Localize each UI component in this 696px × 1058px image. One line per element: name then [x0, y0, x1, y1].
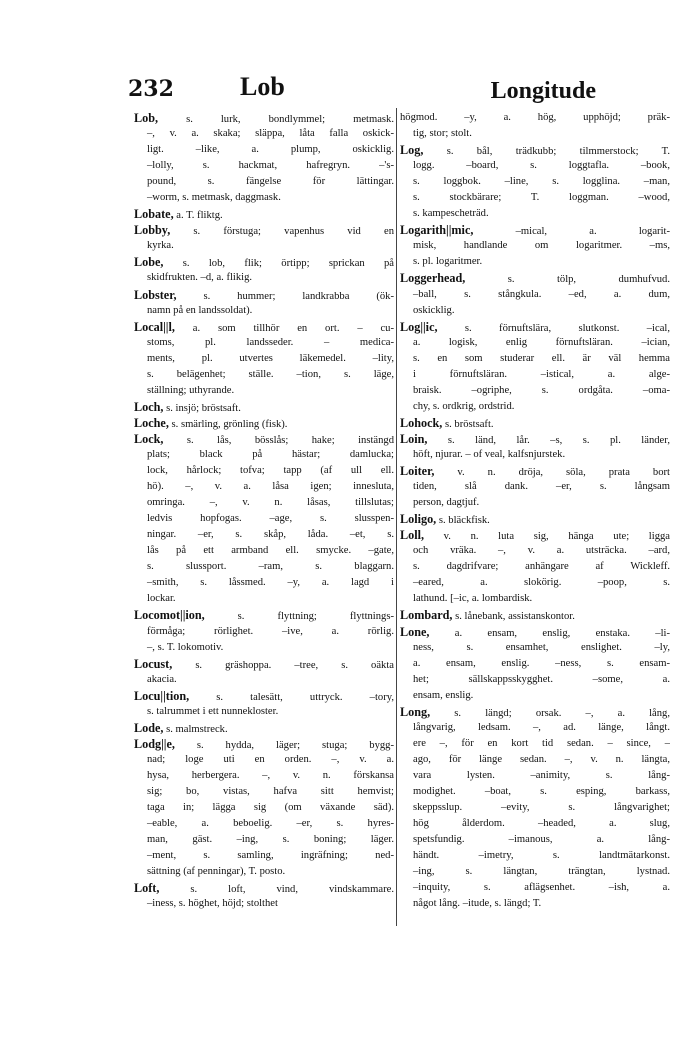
entry-continuation-line [400, 784, 670, 800]
definition-text: namn på en landssoldat). [147, 304, 253, 316]
definition-text: modighet. –boat, s. esping, barkass, [413, 785, 670, 797]
definition-text: omringa. –, v. n. låsas, tillslutas; [147, 497, 394, 509]
headword: Lodg||e, [134, 736, 175, 751]
definition-text: –inquity, s. aflägsenhet. –ish, a. [413, 882, 670, 894]
definition-text: ledvis hopfogas. –age, s. slusspen- [147, 513, 394, 525]
headword: Locu||tion, [134, 688, 190, 703]
entry-continuation-line [134, 270, 394, 286]
definition-text: plats; black på hästar; damlucka; [147, 448, 394, 460]
entry-continuation-line [400, 688, 670, 704]
entry-continuation-line [134, 335, 394, 351]
definition-text: hö). –, v. a. låsa igen; innesluta, [147, 481, 394, 493]
definition-text: logg. –board, s. loggtafla. –book, [413, 160, 670, 172]
definition-text: s. kampescheträd. [413, 208, 489, 220]
definition-text: skeppsslup. –evity, s. långvarighet; [413, 802, 670, 814]
entry-continuation-line [134, 864, 394, 880]
definition-text: sättning (af penningar), T. posto. [147, 866, 286, 878]
definition-text: –eared, a. slokörig. –poop, s. [413, 577, 670, 589]
entry-line [400, 607, 670, 623]
definition-text: s. längd; orsak. –, a. lång, [430, 707, 670, 719]
left-guide-word: Lob [240, 72, 285, 101]
definition-text: s. hummer; landkrabba (ök- [176, 290, 394, 302]
entry-continuation-line [134, 559, 394, 575]
entry-continuation-line [134, 816, 394, 832]
column-divider [396, 108, 397, 926]
entry-line [134, 607, 394, 623]
entry-continuation-line [134, 238, 394, 254]
headword: Lombard, [400, 608, 453, 623]
definition-text: högmod. –y, a. hög, upphöjd; präk- [400, 112, 670, 123]
entry-continuation-line [134, 784, 394, 800]
definition-text: s. malmstreck. [163, 723, 228, 735]
definition-text: s. gräshoppa. –tree, s. oäkta [172, 659, 394, 671]
definition-text: s. pl. logaritmer. [413, 256, 483, 268]
definition-text: lathund. [–ic, a. lombardisk. [413, 593, 533, 605]
definition-text: –eable, a. beboelig. –er, s. hyres- [147, 818, 394, 830]
definition-text: –worm, s. metmask, daggmask. [147, 192, 281, 204]
definition-text: kyrka. [147, 240, 174, 252]
entry-line [400, 624, 670, 640]
entry-continuation-line [134, 303, 394, 319]
definition-text: tig, stor; stolt. [413, 128, 472, 140]
entry-continuation-line [400, 174, 670, 190]
entry-continuation-line [134, 447, 394, 463]
entry-continuation-line [134, 479, 394, 495]
definition-text: sig; bo, vistas, hafva sitt hemvist; [147, 785, 394, 797]
headword: Lohock, [400, 415, 443, 430]
definition-text: s. loggbok. –line, s. logglina. –man, [413, 176, 670, 188]
definition-text: –ball, s. stångkula. –ed, a. dum, [413, 288, 670, 300]
headword: Loiter, [400, 464, 435, 479]
left-column [134, 110, 394, 912]
entry-line [134, 319, 394, 335]
entry-line [134, 110, 394, 126]
entry-continuation-line [134, 591, 394, 607]
headword: Loll, [400, 528, 425, 543]
entry-continuation-line [400, 367, 670, 383]
entry-continuation-line [134, 511, 394, 527]
entry-line [400, 415, 670, 431]
definition-text: braisk. –ogriphe, s. ordgåta. –oma- [413, 384, 670, 396]
definition-text: s. talrummet i ett nunnekloster. [147, 705, 279, 717]
definition-text: s. lånebank, assistanskontor. [452, 611, 575, 623]
definition-text: ments, pl. utvertes läkemedel. –lity, [147, 352, 394, 364]
headword: Log||ic, [400, 319, 438, 334]
entry-continuation-line [134, 672, 394, 688]
entry-continuation-line [400, 158, 670, 174]
definition-text: –smith, s. låssmed. –y, a. lagd i [147, 577, 394, 589]
entry-continuation-line [400, 880, 670, 896]
definition-text: och vräka. –, v. a. utsträcka. –ard, [413, 545, 670, 557]
definition-text: man, gäst. –ing, s. boning; läger. [147, 834, 394, 846]
entry-continuation-line [400, 399, 670, 415]
definition-text: het; sällskappsskygghet. –some, a. [413, 673, 670, 685]
definition-text: s. talesätt, uttryck. –tory, [189, 691, 394, 703]
entry-continuation-line [134, 126, 394, 142]
entry-continuation-line [400, 864, 670, 880]
definition-text: långvarig, ledsam. –, ad. länge, långt. [413, 721, 670, 733]
definition-text: s. tölp, dumhufvud. [465, 274, 670, 286]
definition-text: person, dagtjuf. [413, 497, 480, 509]
entry-line [134, 656, 394, 672]
entry-continuation-line [400, 238, 670, 254]
definition-text: –mical, a. logarit- [473, 226, 670, 238]
definition-text: v. n. dröja, söla, prata bort [434, 467, 670, 479]
definition-text: vara lysten. –animity, s. lång- [413, 769, 670, 781]
headword: Loche, [134, 415, 169, 430]
definition-text: s. belägenhet; ställe. –tion, s. läge, [147, 368, 394, 380]
entry-line [400, 319, 670, 335]
entry-continuation-line [134, 174, 394, 190]
definition-text: –ment, s. samling, ingräfning; ned- [147, 850, 394, 862]
headword: Loin, [400, 431, 428, 446]
entry-line [134, 222, 394, 238]
entry-line [134, 736, 394, 752]
entry-continuation-line [134, 848, 394, 864]
definition-text: något lång. –itude, s. längd; T. [413, 898, 542, 910]
headword: Loft, [134, 881, 160, 896]
entry-continuation-line [400, 896, 670, 912]
right-column [400, 110, 670, 912]
entry-continuation-line [134, 800, 394, 816]
entry-line [134, 287, 394, 303]
entry-line [134, 431, 394, 447]
entry-continuation-line [400, 720, 670, 736]
headword: Log, [400, 143, 424, 158]
definition-text: s. dagdrifvare; anhängare af Wickleff. [413, 561, 670, 573]
definition-text: s. flyttning; flyttnings- [204, 611, 394, 623]
headword: Lock, [134, 431, 164, 446]
definition-text: hög ålderdom. –headed, a. slug, [413, 818, 670, 830]
entry-continuation-line [400, 800, 670, 816]
definition-text: s. smärling, grönling (fisk). [168, 418, 288, 430]
definition-text: ness, s. ensamhet, enslighet. –ly, [413, 641, 670, 653]
definition-text: taga in; lägga sig (om växande säd). [147, 802, 394, 814]
entry-line [400, 511, 670, 527]
definition-text: tiden, slå dank. –er, s. långsam [413, 481, 670, 493]
entry-continuation-line [134, 190, 394, 206]
definition-text: s. slussport. –ram, s. blaggarn. [147, 561, 394, 573]
definition-text: förmåga; rörlighet. –ive, a. rörlig. [147, 625, 394, 637]
headword: Logarith||mic, [400, 223, 474, 238]
definition-text: lås på ett armband ell. smycke. –gate, [147, 545, 394, 557]
definition-text: –ing, s. längtan, trängtan, lystnad. [413, 866, 670, 878]
headword: Lode, [134, 720, 164, 735]
entry-continuation-line [400, 254, 670, 270]
definition-text: v. n. luta sig, hänga ute; ligga [424, 531, 670, 543]
entry-continuation-line [400, 575, 670, 591]
entry-line [134, 688, 394, 704]
definition-text: s. länd, lår. –s, s. pl. länder, [427, 434, 670, 446]
definition-text: hysa, herbergera. –, v. n. förskansa [147, 769, 394, 781]
page-number: 232 [128, 76, 174, 102]
definition-text: lock, hårlock; tofva; tapp (af ull ell. [147, 465, 394, 477]
entry-continuation-line [400, 752, 670, 768]
entry-line [134, 206, 394, 222]
definition-text: s. lås, bösslås; hake; instängd [163, 434, 394, 446]
entry-continuation-line [134, 351, 394, 367]
definition-text: oskicklig. [413, 304, 455, 316]
entry-continuation-line [400, 736, 670, 752]
entry-continuation-line [134, 832, 394, 848]
headword: Lone, [400, 624, 430, 639]
entry-continuation-line [134, 383, 394, 399]
entry-continuation-line [400, 303, 670, 319]
definition-text: lockar. [147, 593, 176, 605]
headword: Locust, [134, 656, 173, 671]
definition-text: s. bläckfisk. [436, 515, 490, 527]
entry-continuation-line [400, 190, 670, 206]
definition-text: –, s. T. lokomotiv. [147, 641, 224, 653]
entry-continuation-line [134, 640, 394, 656]
entry-continuation-line [400, 768, 670, 784]
right-guide-word: Longitude [490, 78, 596, 104]
headword: Lobate, [134, 207, 174, 222]
entry-continuation-line [400, 848, 670, 864]
definition-text: s. bål, trädkubb; tilmmerstock; T. [423, 146, 670, 158]
entry-line [400, 463, 670, 479]
entry-line [400, 704, 670, 720]
definition-text: s. en som studerar ell. är väl hemma [413, 352, 670, 364]
definition-text: ligt. –like, a. plump, oskicklig. [147, 144, 394, 156]
definition-text: ago, för länge sedan. –, v. n. längta, [413, 753, 670, 765]
definition-text: a. T. fliktg. [173, 210, 223, 222]
definition-text: chy, s. ordkrig, ordstrid. [413, 400, 515, 412]
definition-text: s. förstuga; vapenhus vid en [170, 226, 394, 238]
entry-line [400, 270, 670, 286]
definition-text: misk, handlande om logaritmer. –ms, [413, 240, 670, 252]
entry-continuation-line [400, 383, 670, 399]
entry-line [400, 222, 670, 238]
entry-continuation-line [134, 367, 394, 383]
entry-continuation-line [400, 335, 670, 351]
definition-text: s. hydda, läger; stuga; bygg- [174, 739, 394, 751]
definition-text: akacia. [147, 673, 177, 685]
headword: Lobby, [134, 223, 171, 238]
entry-line [134, 720, 394, 736]
entry-continuation-line [134, 575, 394, 591]
entry-line [134, 880, 394, 896]
definition-text: a. ensam, enslig, enstaka. –li- [429, 627, 670, 639]
entry-continuation-line [134, 752, 394, 768]
definition-text: ningar. –er, s. skåp, låda. –et, s. [147, 529, 394, 541]
definition-text: –, v. a. skaka; släppa, låta falla oskick- [147, 128, 394, 140]
entry-continuation-line [400, 656, 670, 672]
definition-text: s. insjö; bröstsaft. [163, 402, 241, 414]
entry-continuation-line [134, 142, 394, 158]
definition-text: pound, s. fängelse för lättingar. [147, 176, 394, 188]
entry-continuation-line [400, 672, 670, 688]
entry-continuation-line [134, 495, 394, 511]
entry-continuation-line [400, 543, 670, 559]
headword: Lobster, [134, 287, 177, 302]
headword: Lobe, [134, 255, 164, 270]
definition-text: s. lurk, bondlymmel; metmask. [158, 114, 394, 125]
entry-continuation-line [134, 896, 394, 912]
entry-continuation-line [400, 495, 670, 511]
entry-continuation-line [134, 768, 394, 784]
definition-text: s. lob, flik; örtipp; sprickan på [163, 258, 394, 270]
entry-continuation-line [400, 206, 670, 222]
entry-line [400, 527, 670, 543]
definition-text: a. som tillhör en ort. – cu- [174, 322, 394, 334]
entry-continuation-line [400, 479, 670, 495]
entry-continuation-line [400, 351, 670, 367]
entry-continuation-line [400, 447, 670, 463]
entry-continuation-line [134, 527, 394, 543]
entry-continuation-line [400, 559, 670, 575]
entry-continuation-line [400, 591, 670, 607]
definition-text: spetsfundig. –imanous, a. lång- [413, 834, 670, 846]
headword: Lob, [134, 111, 159, 125]
entry-continuation-line [400, 832, 670, 848]
headword: Loggerhead, [400, 271, 466, 286]
definition-text: ensam, enslig. [413, 689, 474, 701]
entry-continuation-line [400, 126, 670, 142]
definition-text: s. bröstsaft. [442, 418, 494, 430]
definition-text: stoms, pl. landsseder. – medica- [147, 336, 394, 348]
definition-text: i förnuftsläran. –istical, a. alge- [413, 368, 670, 380]
headword: Long, [400, 704, 431, 719]
definition-text: nad; loge uti en orden. –, v. a. [147, 753, 394, 765]
entry-line [134, 415, 394, 431]
headword: Local||l, [134, 319, 175, 334]
headword: Loch, [134, 399, 164, 414]
entry-continuation-line [134, 543, 394, 559]
entry-continuation-line [400, 110, 670, 126]
definition-text: a. logisk, enlig förnuftsläran. –ician, [413, 336, 670, 348]
definition-text: s. förnuftslära, slutkonst. –ical, [437, 322, 670, 334]
definition-text: händt. –imetry, s. landtmätarkonst. [413, 850, 670, 862]
entry-line [400, 431, 670, 447]
definition-text: –lolly, s. hackmat, hafregryn. –'s- [147, 160, 394, 172]
definition-text: ere –, för en kort tid sedan. – since, – [413, 737, 670, 749]
headword: Locomot||ion, [134, 608, 205, 623]
entry-line [400, 142, 670, 158]
headword: Loligo, [400, 512, 437, 527]
entry-continuation-line [134, 624, 394, 640]
entry-line [134, 254, 394, 270]
entry-continuation-line [400, 640, 670, 656]
page-header [128, 72, 596, 106]
definition-text: skidfrukten. –d, a. flikig. [147, 272, 253, 284]
entry-continuation-line [134, 158, 394, 174]
entry-continuation-line [134, 463, 394, 479]
entry-continuation-line [400, 816, 670, 832]
definition-text: –iness, s. höghet, höjd; stolthet [147, 898, 278, 910]
definition-text: höft, njurar. – of veal, kalfsnjurstek. [413, 448, 566, 460]
entry-continuation-line [400, 287, 670, 303]
entry-continuation-line [134, 704, 394, 720]
definition-text: s. loft, vind, vindskammare. [159, 884, 394, 896]
entry-line [134, 399, 394, 415]
definition-text: ställning; uthyrande. [147, 384, 235, 396]
definition-text: a. ensam, enslig. –ness, s. ensam- [413, 657, 670, 669]
definition-text: s. stockbärare; T. loggman. –wood, [413, 192, 670, 204]
